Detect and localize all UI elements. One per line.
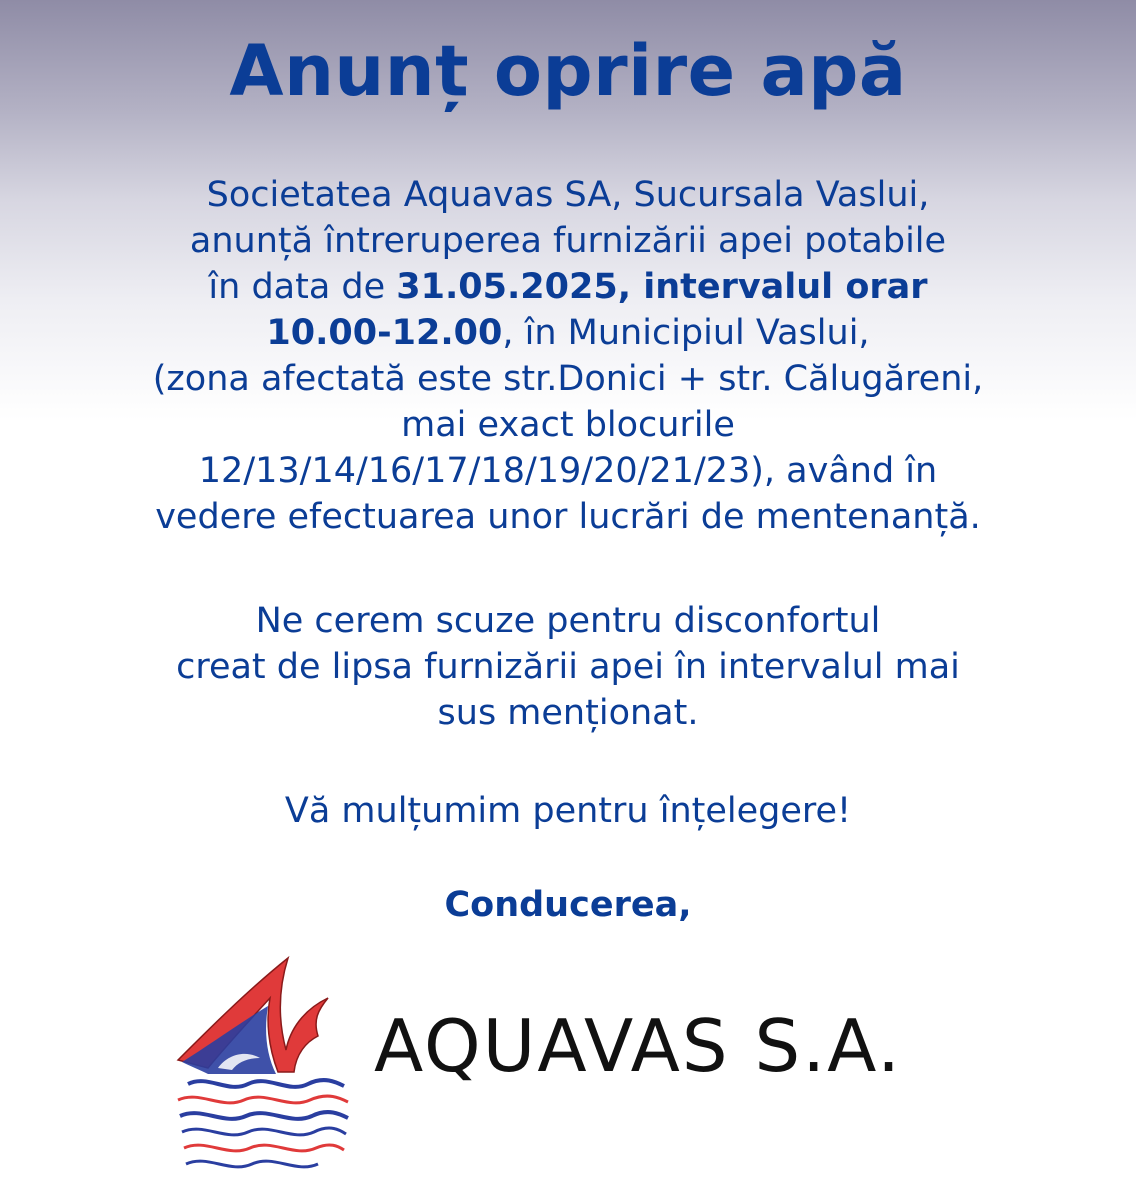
paragraph-line-1: Societatea Aquavas SA, Sucursala Vaslui, <box>206 175 930 215</box>
apology-line-3: sus menționat. <box>437 693 699 733</box>
signoff: Conducerea, <box>444 885 692 925</box>
paragraph-line-8: vedere efectuarea unor lucrări de mentenanță. <box>155 497 981 537</box>
aquavas-wave-logo-icon <box>168 950 368 1180</box>
brand-name: AQUAVAS S.A. <box>374 1004 902 1088</box>
paragraph-line-5: (zona afectată este str.Donici + str. Călugăreni, <box>152 359 984 399</box>
apology-line-2: creat de lipsa furnizării apei în intervalul mai <box>176 647 960 687</box>
company-logo <box>168 950 968 1180</box>
paragraph-line-6: mai exact blocurile <box>401 405 735 445</box>
paragraph-line-4 <box>0 310 1136 356</box>
outage-hours: 10.00-12.00 <box>266 313 503 353</box>
notice-title: Anunț oprire apă <box>229 30 907 112</box>
apology-line-1: Ne cerem scuze pentru disconfortul <box>255 601 881 641</box>
paragraph-line-3 <box>0 264 1136 310</box>
thanks-line: Vă mulțumim pentru înțelegere! <box>284 791 852 831</box>
paragraph-line-2: anunță întreruperea furnizării apei potabile <box>189 221 947 261</box>
paragraph-line-3-prefix: în data de <box>208 267 397 307</box>
notice-paragraph <box>0 172 1136 540</box>
paragraph-line-7: 12/13/14/16/17/18/19/20/21/23), având în <box>198 451 938 491</box>
outage-date: 31.05.2025, intervalul orar <box>396 267 928 307</box>
apology-paragraph <box>0 598 1136 736</box>
paragraph-line-4-rest: , în Municipiul Vaslui, <box>502 313 870 353</box>
